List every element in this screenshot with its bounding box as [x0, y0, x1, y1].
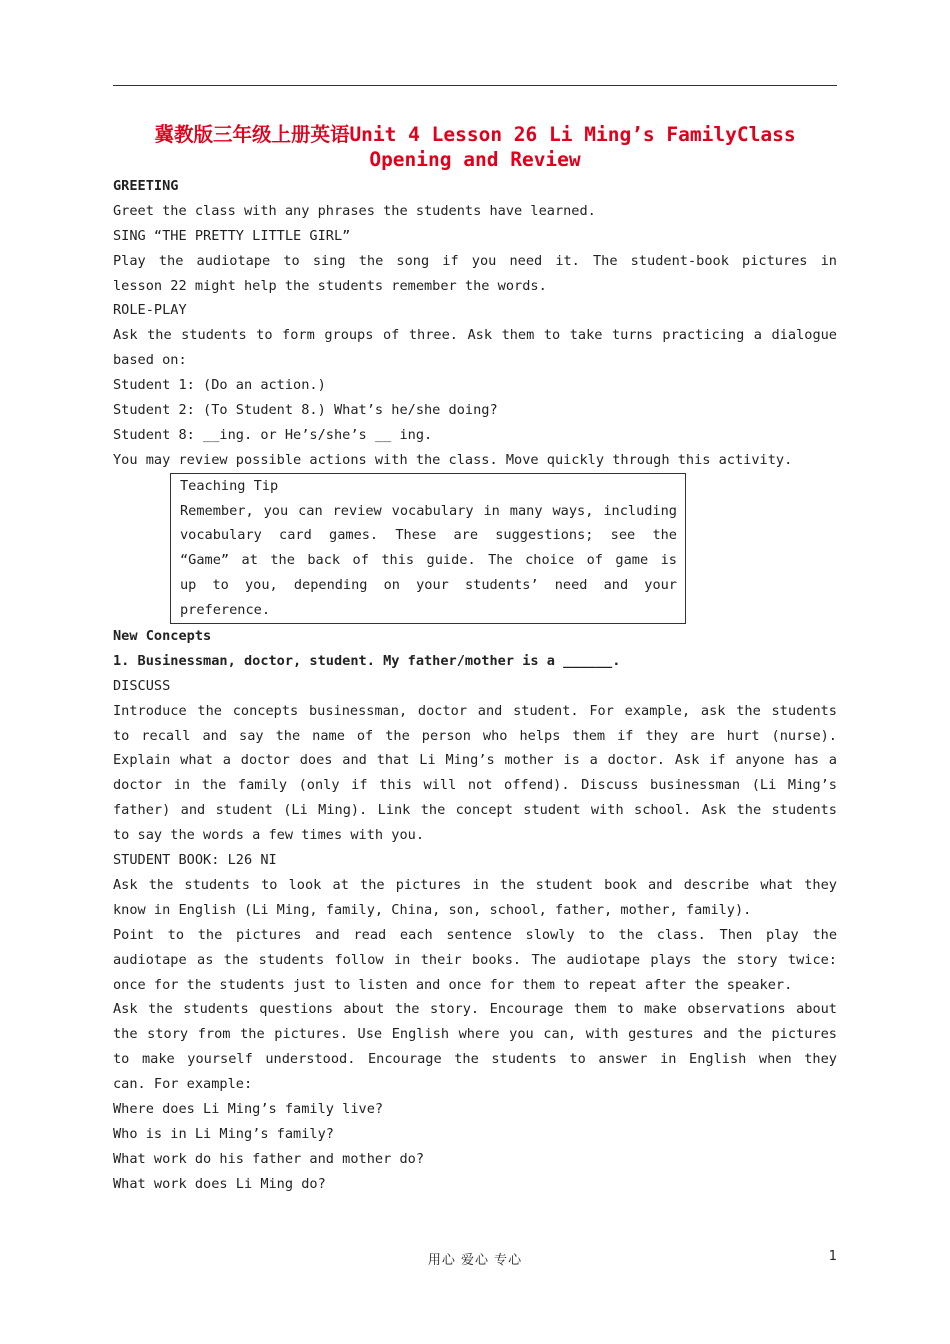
greeting-heading: GREETING [113, 178, 179, 194]
student-book-line: know in English (Li Ming, family, China, son, school, father, mother, family). [113, 901, 752, 918]
question-line: Who is in Li Ming’s family? [113, 1125, 334, 1142]
discuss-line: Introduce the concepts businessman, doctor and student. For example, ask the students [113, 702, 837, 719]
question-line: What work do his father and mother do? [113, 1150, 424, 1167]
sing-text-line: lesson 22 might help the students remember the words. [113, 277, 547, 294]
greeting-text: Greet the class with any phrases the students have learned. [113, 202, 596, 219]
student-book-heading: STUDENT BOOK: L26 NI [113, 852, 277, 869]
footer-slogan: 用心 爱心 专心 [427, 1253, 523, 1268]
header-rule [113, 85, 837, 86]
sing-heading: SING “THE PRETTY LITTLE GIRL” [113, 227, 351, 244]
question-line: What work does Li Ming do? [113, 1175, 326, 1192]
tip-title: Teaching Tip [180, 477, 279, 494]
document-body [113, 174, 837, 1197]
dialogue-line: Student 8: __ing. or He’s/she’s __ ing. [113, 426, 433, 443]
tip-line: vocabulary card games. These are suggestions; see the [180, 527, 677, 544]
discuss-heading: DISCUSS [113, 677, 171, 694]
tip-line: Remember, you can review vocabulary in many ways, including [180, 502, 677, 519]
roleplay-heading: ROLE-PLAY [113, 302, 187, 319]
discuss-line: father) and student (Li Ming). Link the concept student with school. Ask the students [113, 802, 837, 819]
ask-line: can. For example: [113, 1076, 253, 1093]
page-number: 1 [828, 1249, 837, 1264]
document-title [113, 122, 837, 172]
dialogue-line: Student 1: (Do an action.) [113, 377, 326, 394]
sing-text-line: Play the audiotape to sing the song if you need it. The student-book pictures in [113, 252, 837, 269]
discuss-line: doctor in the family (only if this will not offend). Discuss businessman (Li Ming’s [113, 777, 837, 794]
ask-line: to make yourself understood. Encourage the students to answer in English when they [113, 1051, 837, 1068]
tip-line: up to you, depending on your students’ need and your [180, 577, 677, 594]
discuss-line: to recall and say the name of the person who helps them if they are hurt (nurse). [113, 727, 837, 744]
point-line: audiotape as the students follow in their books. The audiotape plays the story twice: [113, 951, 837, 968]
new-concepts-heading: New Concepts [113, 628, 212, 645]
concept-item: 1. Businessman, doctor, student. My father/mother is a ______. [113, 652, 621, 669]
roleplay-text-line: based on: [113, 352, 187, 369]
student-book-line: Ask the students to look at the pictures in the student book and describe what they [113, 876, 837, 893]
review-text: You may review possible actions with the class. Move quickly through this activity. [113, 451, 793, 468]
discuss-line: Explain what a doctor does and that Li Ming’s mother is a doctor. Ask if anyone has a [113, 752, 837, 769]
title-line-2: Opening and Review [369, 148, 581, 171]
tip-line: “Game” at the back of this guide. The choice of game is [180, 552, 677, 569]
title-line-1: 冀教版三年级上册英语Unit 4 Lesson 26 Li Ming’s FamilyClass [154, 123, 796, 146]
teaching-tip-box [170, 473, 686, 624]
discuss-line: to say the words a few times with you. [113, 827, 424, 844]
point-line: Point to the pictures and read each sentence slowly to the class. Then play the [113, 926, 837, 943]
dialogue-line: Student 2: (To Student 8.) What’s he/she doing? [113, 402, 498, 419]
ask-line: the story from the pictures. Use English where you can, with gestures and the pictures [113, 1026, 837, 1043]
point-line: once for the students just to listen and once for them to repeat after the speaker. [113, 976, 793, 993]
roleplay-text-line: Ask the students to form groups of three. Ask them to take turns practicing a dialogue [113, 327, 837, 344]
ask-line: Ask the students questions about the story. Encourage them to make observations about [113, 1001, 837, 1018]
question-line: Where does Li Ming’s family live? [113, 1100, 384, 1117]
tip-line: preference. [180, 602, 271, 619]
